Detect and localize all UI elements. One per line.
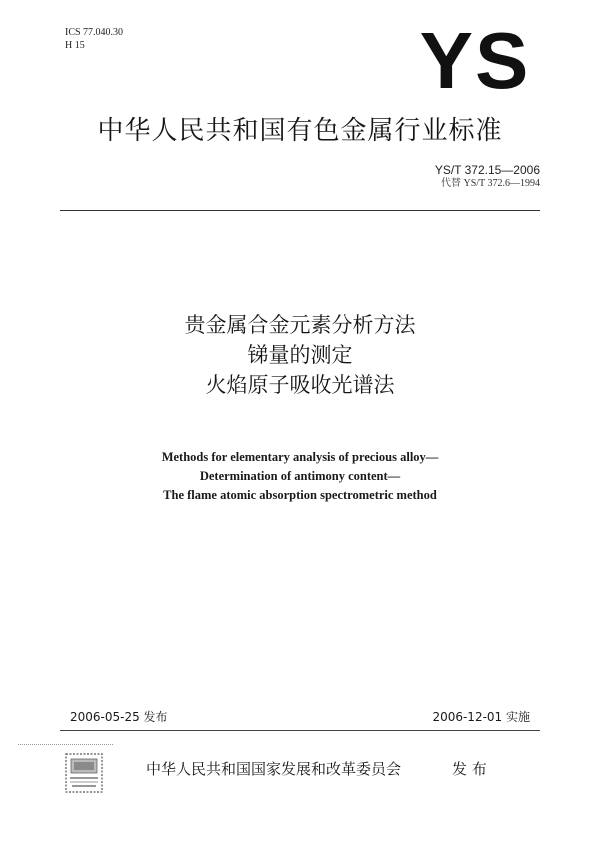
english-title <box>60 448 540 505</box>
chinese-title-line-1: 贵金属合金元素分析方法 <box>184 313 416 337</box>
top-divider <box>60 210 540 211</box>
ys-logo <box>410 24 540 96</box>
english-title-line-1: Methods for elementary analysis of precious alloy— <box>161 450 439 464</box>
standard-number-block <box>435 163 540 191</box>
implementation-date: 2006-12-01 实施 <box>432 710 530 724</box>
issue-label: 发 布 <box>452 760 487 778</box>
issuing-authority: 中华人民共和国国家发展和改革委员会 <box>146 760 402 778</box>
ccs-code: H 15 <box>65 40 85 51</box>
page-title: 中华人民共和国有色金属行业标准 <box>97 116 503 146</box>
replaces-standard: 代替 YS/T 372.6—1994 <box>441 178 540 189</box>
chinese-title-line-2: 锑量的测定 <box>247 343 353 367</box>
classification-codes <box>65 26 123 52</box>
standard-number: YS/T 372.15—2006 <box>434 163 540 177</box>
english-title-line-3: The flame atomic absorption spectrometric method <box>163 488 437 502</box>
ys-logo-text: YS <box>419 24 531 96</box>
english-title-line-2: Determination of antimony content— <box>199 469 401 483</box>
scan-dots <box>18 744 113 746</box>
chinese-title-line-3: 火焰原子吸收光谱法 <box>205 373 395 397</box>
chinese-title <box>60 310 540 400</box>
seal-stamp-icon <box>64 752 104 796</box>
publish-date: 2006-05-25 发布 <box>70 710 168 724</box>
bottom-divider <box>60 730 540 731</box>
ics-code: ICS 77.040.30 <box>65 27 124 38</box>
